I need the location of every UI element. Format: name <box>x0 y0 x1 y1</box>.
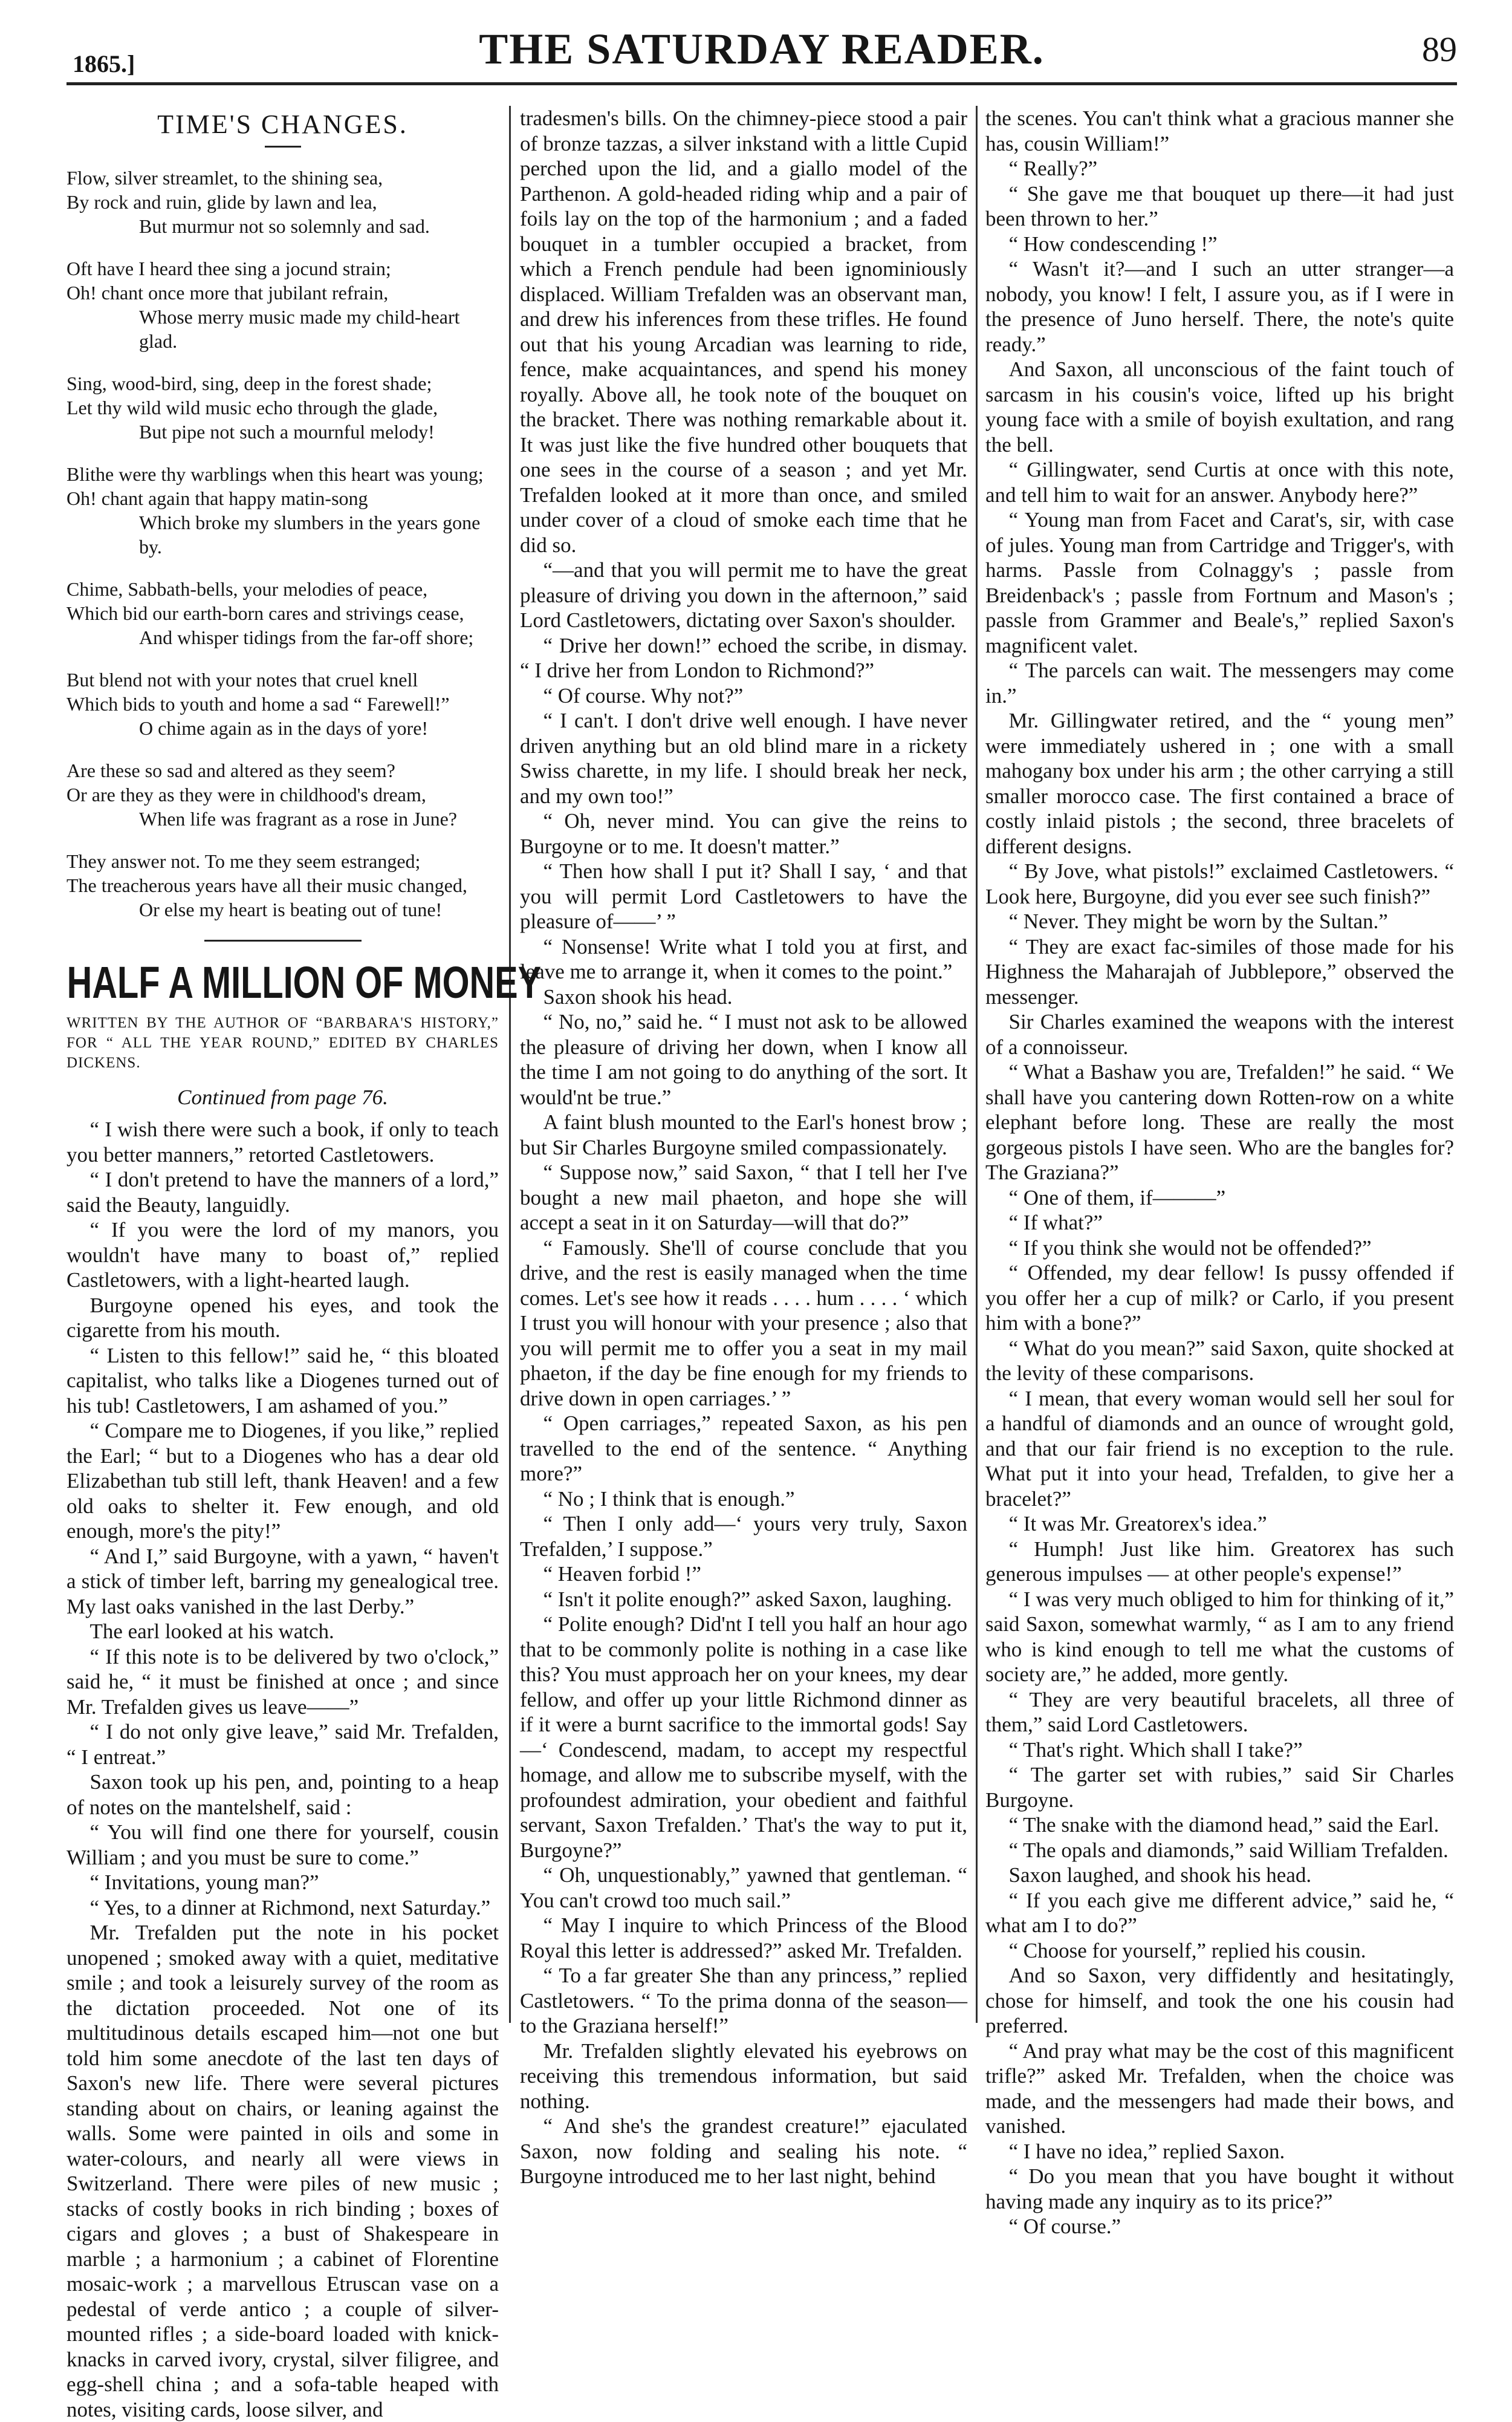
paragraph: “ To a far greater She than any princess,” replied Castletowers. “ To the prima donna of the season—to the Graziana herself!” <box>520 1964 967 2037</box>
paragraph: Saxon laughed, and shook his head. <box>1008 1863 1312 1887</box>
continued-note: Continued from page 76. <box>177 1085 388 1109</box>
paragraph: “ May I inquire to which Princess of the Blood Royal this letter is addressed?” asked Mr. Trefalden. <box>520 1913 967 1962</box>
page-header <box>67 24 1457 91</box>
paragraph: “ Listen to this fellow!” said he, “ this bloated capitalist, who talks like a Diogenes turned out of his tub! Castletowers, I am ashamed of you.” <box>67 1343 499 1418</box>
paragraph: “ I was very much obliged to him for thinking of it,” said Saxon, somewhat warmly, “ as I am to any friend who is kind enough to tell me what the customs of society are,” he added, more gently. <box>985 1587 1454 1686</box>
publication-title: THE SATURDAY READER. <box>479 25 1045 73</box>
paragraph: “ How condescending !” <box>1008 232 1218 256</box>
paragraph: Sir Charles examined the weapons with the interest of a connoisseur. <box>985 1010 1454 1059</box>
poem-stanza <box>67 668 499 740</box>
paragraph: the scenes. You can't think what a gracious manner she has, cousin William!” <box>985 106 1454 155</box>
paragraph: “—and that you will permit me to have the great pleasure of driving you down in the afternoon,” said Lord Castletowers, dictating over Saxon's shoulder. <box>520 558 967 632</box>
column-divider <box>509 106 511 2023</box>
paragraph: “ What do you mean?” said Saxon, quite shocked at the levity of these comparisons. <box>985 1336 1454 1385</box>
poem-line: By rock and ruin, glide by lawn and lea, <box>67 190 377 213</box>
paragraph: “ The snake with the diamond head,” said the Earl. <box>1008 1813 1439 1837</box>
poem-line: Oh! chant once more that jubilant refrain, <box>67 281 389 304</box>
paragraph: “ Do you mean that you have bought it without having made any inquiry as to its price?” <box>985 2164 1454 2213</box>
column-2-text <box>520 106 967 2189</box>
paragraph: tradesmen's bills. On the chimney-piece stood a pair of bronze tazzas, a silver inkstand with a little Cupid perched upon the lid, and a giallo model of the Parthenon. A gold-headed riding whip and a pair of foils lay on the top of the harmonium ; and a faded bouquet in a tumbler occupied a bracket, from which a French pendule had been ignominiously displaced. William Trefalden was an observant man, and drew his inferences from these trifles. He found out that his young Arcadian was learning to ride, fence, make acquaintances, and spend his money royally. Above all, he took note of the bouquet on the bracket. There was nothing remarkable about it. It was just like the five hundred other bouquets that one sees in the course of a season ; and yet Mr. Trefalden looked at it more than once, and smiled under cover of a cloud of smoke each time that he did so. <box>520 106 967 557</box>
paragraph: “ You will find one there for yourself, cousin William ; and you must be sure to come.” <box>67 1820 499 1869</box>
paragraph: “ I wish there were such a book, if only to teach you better manners,” retorted Castletowers. <box>67 1118 499 1167</box>
paragraph: Mr. Gillingwater retired, and the “ young men” were immediately ushered in ; one with a small mahogany box under his arm ; the other carrying a still smaller morocco case. The first contained a brace of costly inlaid pistols ; the second, three bracelets of different designs. <box>985 709 1454 858</box>
paragraph: “ Oh, never mind. You can give the reins to Burgoyne or to me. It doesn't matter.” <box>520 809 967 858</box>
paragraph: “ Famously. She'll of course conclude that you drive, and the rest is easily managed when the time comes. Let's see how it reads . . . . hum . . . . ‘ which I trust you will honour with your presence ; also that you will permit me to offer you a seat in my mail phaeton, if the day be fine enough for my friends to drive down in open carriages.’ ” <box>520 1235 967 1410</box>
paragraph: “ It was Mr. Greatorex's idea.” <box>1008 1512 1267 1535</box>
paragraph: “ Isn't it polite enough?” asked Saxon, laughing. <box>543 1587 952 1611</box>
column-1 <box>67 106 542 2421</box>
paragraph: “ Gillingwater, send Curtis at once with this note, and tell him to wait for an answer. Anybody here?” <box>985 458 1454 507</box>
poem-line: They answer not. To me they seem estranged; <box>67 850 421 872</box>
paragraph: “ Then I only add—‘ yours very truly, Saxon Trefalden,’ I suppose.” <box>520 1512 967 1561</box>
paragraph: “ Then how shall I put it? Shall I say, ‘ and that you will permit Lord Castletowers to have the pleasure of——’ ” <box>520 859 967 933</box>
poem-line: Which bid our earth-born cares and strivings cease, <box>67 602 464 624</box>
poem-title-rule <box>265 146 301 148</box>
column-2 <box>520 106 967 2188</box>
poem-line: The treacherous years have all their music changed, <box>67 874 467 896</box>
poem-stanza <box>67 462 499 559</box>
paragraph: “ They are very beautiful bracelets, all three of them,” said Lord Castletowers. <box>985 1687 1454 1736</box>
poem-line: Or else my heart is beating out of tune! <box>139 898 443 920</box>
paragraph: “ The parcels can wait. The messengers may come in.” <box>985 659 1454 708</box>
paragraph: “ Invitations, young man?” <box>89 1870 319 1894</box>
paragraph: “ If you think she would not be offended?” <box>1008 1235 1372 1260</box>
paragraph: Saxon took up his pen, and, pointing to a heap of notes on the mantelshelf, said : <box>67 1770 499 1819</box>
paragraph: “ If you were the lord of my manors, you wouldn't have many to boast of,” replied Castletowers, with a light-hearted laugh. <box>67 1218 499 1292</box>
paragraph: “ If this note is to be delivered by two o'clock,” said he, “ it must be finished at once ; and since Mr. Trefalden gives us leave——” <box>67 1644 499 1719</box>
paragraph: Burgoyne opened his eyes, and took the cigarette from his mouth. <box>67 1293 499 1342</box>
poem-line: O chime again as in the days of yore! <box>139 717 429 739</box>
paragraph: “ That's right. Which shall I take?” <box>1008 1737 1303 1762</box>
poem-line: But murmur not so solemnly and sad. <box>139 215 430 237</box>
paragraph: “ And she's the grandest creature!” ejaculated Saxon, now folding and sealing his note. “ Burgoyne introduced me to her last night, behind <box>520 2114 967 2188</box>
paragraph: “ The garter set with rubies,” said Sir Charles Burgoyne. <box>985 1763 1454 1812</box>
paragraph: And Saxon, all unconscious of the faint touch of sarcasm in his cousin's voice, lifted up his bright young face with a smile of boyish exultation, and rang the bell. <box>985 357 1454 457</box>
header-rule <box>67 82 1457 85</box>
paragraph: “ Yes, to a dinner at Richmond, next Saturday.” <box>89 1895 491 1919</box>
paragraph: “ What a Bashaw you are, Trefalden!” he said. “ We shall have you cantering down Rotten-row on a white elephant before long. These are really the most gorgeous pistols I have seen. Who are the bangles for? The Graziana?” <box>985 1060 1454 1184</box>
poem-line: Oft have I heard thee sing a jocund strain; <box>67 257 391 279</box>
paragraph: “ Of course. Why not?” <box>543 683 744 708</box>
poem-line: And whisper tidings from the far-off shore; <box>139 626 474 648</box>
poem-line: When life was fragrant as a rose in June? <box>139 807 457 830</box>
poem-stanza <box>67 577 499 649</box>
poem-line: Which broke my slumbers in the years gone by. <box>139 511 481 558</box>
paragraph: Saxon shook his head. <box>543 985 733 1009</box>
paragraph: “ She gave me that bouquet up there—it had just been thrown to her.” <box>985 181 1454 230</box>
paragraph: The earl looked at his watch. <box>89 1620 334 1643</box>
paragraph: “ I mean, that every woman would sell her soul for a handful of diamonds and an ounce of wrought gold, and that our fair friend is no exception to the rule. What put it into your head, Trefalden, to give her a bracelet?” <box>985 1386 1454 1511</box>
paragraph: “ No, no,” said he. “ I must not ask to be allowed the pleasure of driving her down, when I know all the time I am not going to do anything of the sort. It would'nt be true.” <box>520 1010 967 1109</box>
poem-line: Sing, wood-bird, sing, deep in the forest shade; <box>67 372 432 394</box>
column-divider <box>976 106 978 2023</box>
poem-line: Whose merry music made my child-heart glad. <box>139 305 460 352</box>
paragraph: “ Offended, my dear fellow! Is pussy offended if you offer her a cup of milk? or Carlo, if you present him with a bone?” <box>985 1261 1454 1335</box>
poem-line: Are these so sad and altered as they seem? <box>67 759 395 781</box>
paragraph: “ I do not only give leave,” said Mr. Trefalden, “ I entreat.” <box>67 1720 499 1769</box>
poem-line: Chime, Sabbath-bells, your melodies of peace, <box>67 578 428 600</box>
paragraph: Mr. Trefalden put the note in his pocket unopened ; smoked away with a quiet, meditative smile ; and took a leisurely survey of the room as the dictation proceeded. Not one of its multitudinous details escaped him—not one but told him some anecdote of the last ten days of Saxon's new life. There were several pictures standing about on chairs, or leaning against the walls. Some were painted in oils and some in water-colours, and nearly all were views in Switzerland. There were piles of new music ; stacks of costly books in rich binding ; boxes of cigars and gloves ; a bust of Shakespeare in marble ; a harmonium ; a cabinet of Florentine mosaic-work ; a marvellous Etruscan vase on a pedestal of verde antico ; a couple of silver-mounted rifles ; a side-board loaded with knick-knacks in carved ivory, crystal, silver filigree, and egg-shell china ; and a sofa-table heaped with notes, visiting cards, loose silver, and <box>67 1921 499 2421</box>
paragraph: A faint blush mounted to the Earl's honest brow ; but Sir Charles Burgoyne smiled compassionately. <box>520 1110 967 1159</box>
poem-line: But blend not with your notes that cruel knell <box>67 668 418 691</box>
paragraph: “ I don't pretend to have the manners of a lord,” said the Beauty, languidly. <box>67 1168 499 1217</box>
paragraph: “ Of course.” <box>1008 2215 1121 2238</box>
column-3 <box>985 106 1454 2238</box>
poem-line: Flow, silver streamlet, to the shining sea, <box>67 166 383 189</box>
paragraph: “ One of them, if———” <box>1008 1185 1226 1209</box>
paragraph: “ Humph! Just like him. Greatorex has such generous impulses — at other people's expense!” <box>985 1537 1454 1586</box>
column-1-text <box>67 1117 499 2422</box>
paragraph: “ And I,” said Burgoyne, with a yawn, “ haven't a stick of timber left, barring my genealogical tree. My last oaks vanished in the last Derby.” <box>67 1544 499 1618</box>
paragraph: “ Suppose now,” said Saxon, “ that I tell her I've bought a new mail phaeton, and hope she will accept a seat in it on Saturday—will that do?” <box>520 1161 967 1234</box>
paragraph: “ By Jove, what pistols!” exclaimed Castletowers. “ Look here, Burgoyne, did you ever see such finish?” <box>985 859 1454 908</box>
poem-title: TIME'S CHANGES. <box>157 109 408 139</box>
paragraph: “ Choose for yourself,” replied his cousin. <box>1008 1938 1366 1962</box>
poem-line: Which bids to youth and home a sad “ Farewell!” <box>67 692 450 715</box>
paragraph: “ Heaven forbid !” <box>543 1562 701 1586</box>
paragraph: “ I have no idea,” replied Saxon. <box>1008 2139 1285 2163</box>
paragraph: “ And pray what may be the cost of this magnificent trifle?” asked Mr. Trefalden, when the choice was made, and the messengers had made their bows, and vanished. <box>985 2039 1454 2138</box>
paragraph: And so Saxon, very diffidently and hesitatingly, chose for himself, and took the one his cousin had preferred. <box>985 1964 1454 2037</box>
column-3-text <box>985 106 1454 2239</box>
paragraph: “ Open carriages,” repeated Saxon, as his pen travelled to the end of the sentence. “ Anything more?” <box>520 1411 967 1485</box>
paragraph: “ Polite enough? Did'nt I tell you half an hour ago that to be commonly polite is nothing in a case like this? You must approach her on your knees, my dear fellow, and offer up your little Richmond dinner as if it were a burnt sacrifice to the immortal gods! Say—‘ Condescend, madam, to accept my respectful homage, and allow me to subscribe myself, with the profoundest admiration, your obedient and faithful servant, Saxon Trefalden.’ That's the way to put it, Burgoyne?” <box>520 1612 967 1862</box>
poem-stanza <box>67 758 499 831</box>
poem-line: But pipe not such a mournful melody! <box>139 420 435 443</box>
paragraph: “ They are exact fac-similes of those made for his Highness the Maharajah of Jubblepore,” observed the messenger. <box>985 934 1454 1009</box>
page-number: 89 <box>1422 30 1457 69</box>
paragraph: “ Compare me to Diogenes, if you like,” replied the Earl; “ but to a Diogenes who has a dear old Elizabethan tub still left, thank Heaven! and a few old oaks to shelter it. Few enough, and old enough, more's the pity!” <box>67 1419 499 1543</box>
poem-stanza <box>67 849 499 922</box>
section-rule <box>204 940 362 942</box>
paragraph: “ Oh, unquestionably,” yawned that gentleman. “ You can't crowd too much sail.” <box>520 1863 967 1912</box>
paragraph: “ Drive her down!” echoed the scribe, in dismay. “ I drive her from London to Richmond?” <box>520 633 967 682</box>
paragraph: “ If you each give me different advice,” said he, “ what am I to do?” <box>985 1888 1454 1937</box>
paragraph: “ The opals and diamonds,” said William Trefalden. <box>1008 1838 1449 1862</box>
paragraph: “ Wasn't it?—and I such an utter stranger—a nobody, you know! I felt, I assure you, as if I were in the presence of Juno herself. There, the note's quite ready.” <box>985 257 1454 356</box>
paragraph: “ Really?” <box>1008 157 1098 180</box>
poem-stanza <box>67 166 499 238</box>
poem-body <box>67 166 499 922</box>
story-title: HALF A MILLION OF MONEY <box>67 957 542 1008</box>
poem-line: Let thy wild wild music echo through the glade, <box>67 396 438 418</box>
poem-stanza <box>67 256 499 353</box>
issue-year: 1865.] <box>73 50 135 77</box>
paragraph: “ I can't. I don't drive well enough. I have never driven anything but an old blind mare in a rickety Swiss charette, in my life. I should break her neck, and my own too!” <box>520 709 967 808</box>
paragraph: “ If what?” <box>1008 1211 1103 1234</box>
paragraph: “ Young man from Facet and Carat's, sir, with case of jules. Young man from Cartridge and Trigger's, with harms. Passle from Colnaggy's ; passle from Breidenback's ; passle from Fortnum and Mason's ; passle from Grammer and Beale's,” replied Saxon's magnificent valet. <box>985 508 1454 657</box>
poem-line: Oh! chant again that happy matin-song <box>67 487 368 509</box>
poem-stanza <box>67 371 499 444</box>
paragraph: “ Nonsense! Write what I told you at first, and leave me to arrange it, when it comes to the point.” <box>520 934 967 983</box>
poem-line: Or are they as they were in childhood's dream, <box>67 783 426 806</box>
paragraph: “ No ; I think that is enough.” <box>543 1486 795 1511</box>
poem-line: Blithe were thy warblings when this heart was young; <box>67 463 484 485</box>
paragraph: Mr. Trefalden slightly elevated his eyebrows on receiving this tremendous information, but said nothing. <box>520 2039 967 2113</box>
story-byline: WRITTEN BY THE AUTHOR OF “BARBARA'S HISTORY,” FOR “ ALL THE YEAR ROUND,” EDITED BY CHARLES DICKENS. <box>67 1014 499 1071</box>
paragraph: “ Never. They might be worn by the Sultan.” <box>1008 910 1388 933</box>
